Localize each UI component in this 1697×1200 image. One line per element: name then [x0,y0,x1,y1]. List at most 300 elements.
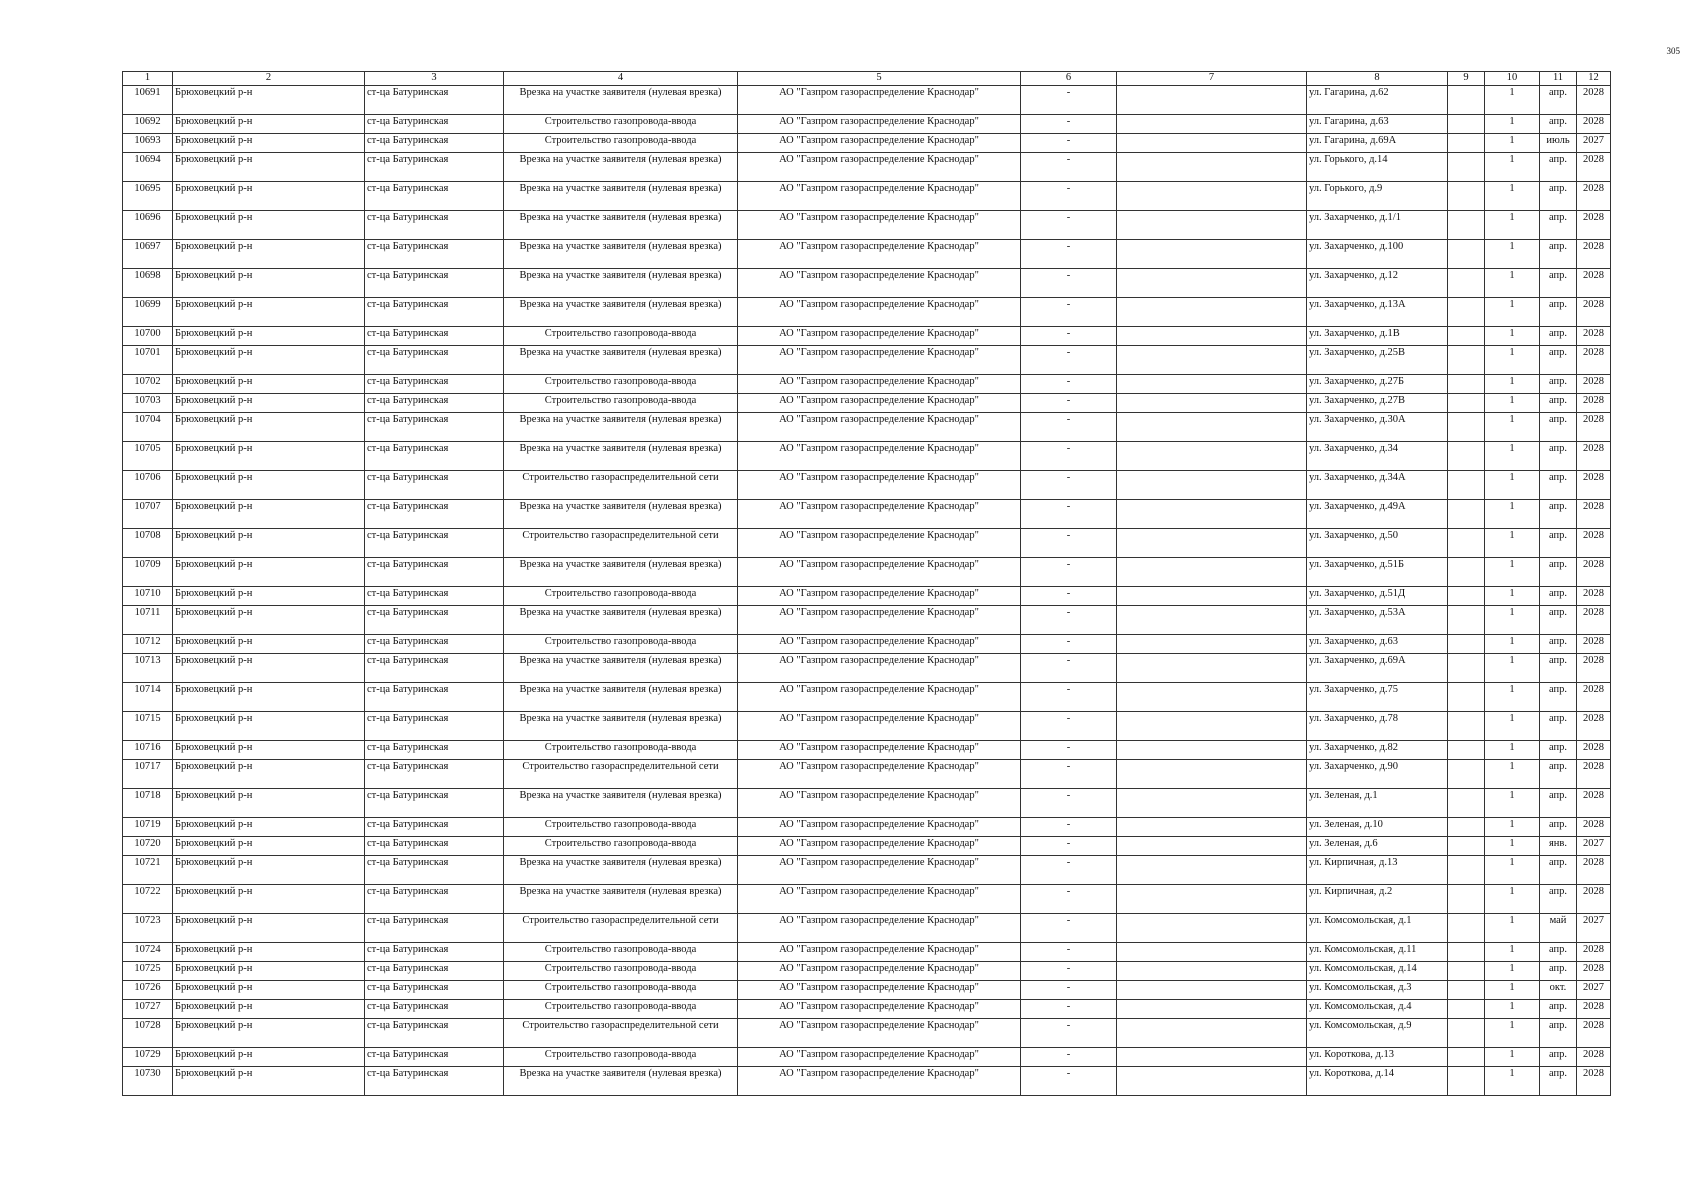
cell-year: 2028 [1577,346,1611,375]
table-row [123,558,1611,587]
cell-col6: - [1021,182,1117,211]
column-header-5: 5 [738,72,1021,86]
cell-year: 2028 [1577,760,1611,789]
cell-address: ул. Кирпичная, д.13 [1307,856,1448,885]
cell-organization: АО "Газпром газораспределение Краснодар" [738,182,1021,211]
cell-district: Брюховецкий р-н [173,413,365,442]
cell-work-type: Врезка на участке заявителя (нулевая врезка) [504,86,738,115]
cell-quantity: 1 [1485,741,1540,760]
cell-col9 [1448,327,1485,346]
cell-row-number: 10728 [123,1019,173,1048]
cell-col7 [1117,413,1307,442]
cell-settlement: ст-ца Батуринская [365,914,504,943]
cell-address: ул. Короткова, д.14 [1307,1067,1448,1096]
cell-col6: - [1021,1019,1117,1048]
cell-month: апр. [1540,683,1577,712]
cell-col7 [1117,1067,1307,1096]
table-row [123,529,1611,558]
cell-year: 2028 [1577,269,1611,298]
cell-month: апр. [1540,298,1577,327]
table-row [123,1019,1611,1048]
cell-col7 [1117,635,1307,654]
cell-district: Брюховецкий р-н [173,885,365,914]
cell-month: апр. [1540,1048,1577,1067]
cell-organization: АО "Газпром газораспределение Краснодар" [738,346,1021,375]
cell-quantity: 1 [1485,182,1540,211]
cell-settlement: ст-ца Батуринская [365,981,504,1000]
table-row [123,211,1611,240]
cell-col7 [1117,269,1307,298]
cell-quantity: 1 [1485,115,1540,134]
column-header-1: 1 [123,72,173,86]
cell-col7 [1117,818,1307,837]
cell-col6: - [1021,394,1117,413]
cell-organization: АО "Газпром газораспределение Краснодар" [738,943,1021,962]
cell-year: 2028 [1577,654,1611,683]
cell-row-number: 10703 [123,394,173,413]
cell-organization: АО "Газпром газораспределение Краснодар" [738,375,1021,394]
cell-year: 2028 [1577,1067,1611,1096]
cell-col9 [1448,981,1485,1000]
cell-district: Брюховецкий р-н [173,654,365,683]
column-header-11: 11 [1540,72,1577,86]
cell-col9 [1448,86,1485,115]
cell-quantity: 1 [1485,712,1540,741]
cell-month: апр. [1540,1067,1577,1096]
cell-row-number: 10718 [123,789,173,818]
cell-organization: АО "Газпром газораспределение Краснодар" [738,789,1021,818]
cell-settlement: ст-ца Батуринская [365,471,504,500]
table-row [123,86,1611,115]
cell-quantity: 1 [1485,1000,1540,1019]
cell-quantity: 1 [1485,240,1540,269]
cell-address: ул. Захарченко, д.50 [1307,529,1448,558]
cell-col9 [1448,837,1485,856]
cell-district: Брюховецкий р-н [173,606,365,635]
cell-address: ул. Горького, д.9 [1307,182,1448,211]
cell-month: апр. [1540,1019,1577,1048]
cell-quantity: 1 [1485,818,1540,837]
cell-organization: АО "Газпром газораспределение Краснодар" [738,1048,1021,1067]
cell-settlement: ст-ца Батуринская [365,587,504,606]
table-row [123,712,1611,741]
cell-year: 2028 [1577,635,1611,654]
cell-col9 [1448,346,1485,375]
table-row [123,298,1611,327]
cell-organization: АО "Газпром газораспределение Краснодар" [738,683,1021,712]
cell-district: Брюховецкий р-н [173,558,365,587]
cell-col7 [1117,856,1307,885]
cell-settlement: ст-ца Батуринская [365,962,504,981]
cell-district: Брюховецкий р-н [173,741,365,760]
cell-col9 [1448,529,1485,558]
cell-col7 [1117,943,1307,962]
cell-col7 [1117,712,1307,741]
cell-work-type: Строительство газопровода-ввода [504,818,738,837]
cell-address: ул. Захарченко, д.12 [1307,269,1448,298]
cell-work-type: Врезка на участке заявителя (нулевая врезка) [504,712,738,741]
cell-organization: АО "Газпром газораспределение Краснодар" [738,211,1021,240]
cell-district: Брюховецкий р-н [173,269,365,298]
cell-address: ул. Комсомольская, д.3 [1307,981,1448,1000]
cell-month: апр. [1540,587,1577,606]
cell-work-type: Врезка на участке заявителя (нулевая врезка) [504,298,738,327]
cell-work-type: Строительство газопровода-ввода [504,587,738,606]
cell-district: Брюховецкий р-н [173,211,365,240]
cell-row-number: 10695 [123,182,173,211]
cell-quantity: 1 [1485,394,1540,413]
cell-month: апр. [1540,962,1577,981]
cell-year: 2028 [1577,789,1611,818]
table-row [123,1067,1611,1096]
cell-row-number: 10698 [123,269,173,298]
cell-year: 2028 [1577,606,1611,635]
cell-work-type: Строительство газопровода-ввода [504,741,738,760]
cell-row-number: 10719 [123,818,173,837]
cell-settlement: ст-ца Батуринская [365,298,504,327]
cell-address: ул. Захарченко, д.49А [1307,500,1448,529]
cell-col9 [1448,654,1485,683]
cell-month: апр. [1540,471,1577,500]
table-row [123,346,1611,375]
cell-row-number: 10725 [123,962,173,981]
cell-district: Брюховецкий р-н [173,712,365,741]
cell-year: 2028 [1577,211,1611,240]
cell-col6: - [1021,962,1117,981]
cell-settlement: ст-ца Батуринская [365,606,504,635]
cell-settlement: ст-ца Батуринская [365,394,504,413]
cell-work-type: Врезка на участке заявителя (нулевая врезка) [504,413,738,442]
cell-col7 [1117,115,1307,134]
cell-settlement: ст-ца Батуринская [365,529,504,558]
cell-col7 [1117,587,1307,606]
register-table [122,71,1611,1096]
cell-col9 [1448,885,1485,914]
cell-col9 [1448,375,1485,394]
cell-settlement: ст-ца Батуринская [365,837,504,856]
cell-work-type: Строительство газораспределительной сети [504,760,738,789]
table-row [123,683,1611,712]
cell-col6: - [1021,837,1117,856]
cell-month: апр. [1540,558,1577,587]
cell-address: ул. Захарченко, д.30А [1307,413,1448,442]
cell-settlement: ст-ца Батуринская [365,134,504,153]
cell-district: Брюховецкий р-н [173,635,365,654]
cell-quantity: 1 [1485,837,1540,856]
cell-work-type: Строительство газопровода-ввода [504,943,738,962]
cell-organization: АО "Газпром газораспределение Краснодар" [738,818,1021,837]
cell-col6: - [1021,346,1117,375]
cell-quantity: 1 [1485,856,1540,885]
cell-district: Брюховецкий р-н [173,529,365,558]
cell-district: Брюховецкий р-н [173,153,365,182]
cell-district: Брюховецкий р-н [173,442,365,471]
table-row [123,914,1611,943]
cell-quantity: 1 [1485,558,1540,587]
cell-month: апр. [1540,712,1577,741]
cell-year: 2028 [1577,741,1611,760]
cell-work-type: Строительство газопровода-ввода [504,394,738,413]
cell-quantity: 1 [1485,981,1540,1000]
table-row [123,885,1611,914]
cell-col6: - [1021,789,1117,818]
cell-col7 [1117,471,1307,500]
cell-year: 2028 [1577,1000,1611,1019]
cell-month: апр. [1540,394,1577,413]
cell-col7 [1117,529,1307,558]
cell-year: 2028 [1577,327,1611,346]
cell-work-type: Врезка на участке заявителя (нулевая врезка) [504,442,738,471]
cell-address: ул. Захарченко, д.69А [1307,654,1448,683]
cell-address: ул. Горького, д.14 [1307,153,1448,182]
cell-year: 2028 [1577,182,1611,211]
cell-year: 2028 [1577,500,1611,529]
cell-col9 [1448,856,1485,885]
cell-row-number: 10714 [123,683,173,712]
cell-district: Брюховецкий р-н [173,587,365,606]
cell-settlement: ст-ца Батуринская [365,654,504,683]
cell-col6: - [1021,587,1117,606]
cell-col9 [1448,943,1485,962]
table-row [123,654,1611,683]
cell-work-type: Врезка на участке заявителя (нулевая врезка) [504,346,738,375]
cell-address: ул. Комсомольская, д.9 [1307,1019,1448,1048]
cell-quantity: 1 [1485,86,1540,115]
cell-col6: - [1021,375,1117,394]
cell-col9 [1448,818,1485,837]
cell-district: Брюховецкий р-н [173,1067,365,1096]
cell-month: апр. [1540,115,1577,134]
cell-col9 [1448,606,1485,635]
cell-year: 2028 [1577,1019,1611,1048]
cell-col6: - [1021,741,1117,760]
cell-settlement: ст-ца Батуринская [365,240,504,269]
cell-row-number: 10720 [123,837,173,856]
column-header-3: 3 [365,72,504,86]
cell-col7 [1117,86,1307,115]
table-row [123,606,1611,635]
cell-quantity: 1 [1485,1067,1540,1096]
cell-address: ул. Захарченко, д.51Д [1307,587,1448,606]
cell-address: ул. Захарченко, д.27Б [1307,375,1448,394]
cell-month: апр. [1540,760,1577,789]
cell-month: апр. [1540,153,1577,182]
cell-organization: АО "Газпром газораспределение Краснодар" [738,1000,1021,1019]
cell-col9 [1448,153,1485,182]
cell-district: Брюховецкий р-н [173,298,365,327]
cell-row-number: 10694 [123,153,173,182]
cell-row-number: 10726 [123,981,173,1000]
cell-year: 2027 [1577,837,1611,856]
cell-year: 2028 [1577,943,1611,962]
cell-col9 [1448,134,1485,153]
cell-month: апр. [1540,182,1577,211]
table-row [123,413,1611,442]
cell-year: 2028 [1577,587,1611,606]
table-row [123,240,1611,269]
cell-work-type: Врезка на участке заявителя (нулевая врезка) [504,885,738,914]
table-row [123,182,1611,211]
cell-col7 [1117,885,1307,914]
cell-address: ул. Захарченко, д.13А [1307,298,1448,327]
cell-col6: - [1021,635,1117,654]
cell-col7 [1117,375,1307,394]
cell-settlement: ст-ца Батуринская [365,760,504,789]
cell-settlement: ст-ца Батуринская [365,442,504,471]
cell-settlement: ст-ца Батуринская [365,375,504,394]
cell-year: 2027 [1577,134,1611,153]
cell-address: ул. Захарченко, д.34А [1307,471,1448,500]
cell-row-number: 10730 [123,1067,173,1096]
cell-month: янв. [1540,837,1577,856]
cell-col6: - [1021,818,1117,837]
cell-address: ул. Захарченко, д.1/1 [1307,211,1448,240]
cell-organization: АО "Газпром газораспределение Краснодар" [738,529,1021,558]
cell-district: Брюховецкий р-н [173,500,365,529]
cell-col6: - [1021,712,1117,741]
column-header-7: 7 [1117,72,1307,86]
cell-col7 [1117,837,1307,856]
cell-district: Брюховецкий р-н [173,837,365,856]
cell-work-type: Строительство газопровода-ввода [504,134,738,153]
cell-quantity: 1 [1485,635,1540,654]
cell-settlement: ст-ца Батуринская [365,789,504,818]
table-row [123,981,1611,1000]
cell-organization: АО "Газпром газораспределение Краснодар" [738,654,1021,683]
cell-month: апр. [1540,943,1577,962]
cell-organization: АО "Газпром газораспределение Краснодар" [738,298,1021,327]
cell-quantity: 1 [1485,943,1540,962]
cell-col7 [1117,442,1307,471]
cell-col7 [1117,153,1307,182]
cell-row-number: 10696 [123,211,173,240]
cell-district: Брюховецкий р-н [173,760,365,789]
cell-month: апр. [1540,240,1577,269]
cell-settlement: ст-ца Батуринская [365,182,504,211]
cell-year: 2028 [1577,394,1611,413]
cell-address: ул. Захарченко, д.27В [1307,394,1448,413]
cell-col9 [1448,413,1485,442]
cell-row-number: 10701 [123,346,173,375]
cell-col9 [1448,789,1485,818]
cell-organization: АО "Газпром газораспределение Краснодар" [738,500,1021,529]
table-row [123,1000,1611,1019]
cell-col6: - [1021,606,1117,635]
cell-work-type: Врезка на участке заявителя (нулевая врезка) [504,789,738,818]
cell-col7 [1117,914,1307,943]
cell-year: 2028 [1577,712,1611,741]
cell-settlement: ст-ца Батуринская [365,1067,504,1096]
cell-month: апр. [1540,654,1577,683]
cell-quantity: 1 [1485,654,1540,683]
cell-col9 [1448,558,1485,587]
cell-district: Брюховецкий р-н [173,1019,365,1048]
column-header-2: 2 [173,72,365,86]
cell-work-type: Врезка на участке заявителя (нулевая врезка) [504,683,738,712]
cell-organization: АО "Газпром газораспределение Краснодар" [738,115,1021,134]
cell-col7 [1117,558,1307,587]
cell-district: Брюховецкий р-н [173,856,365,885]
cell-month: апр. [1540,86,1577,115]
cell-col6: - [1021,1000,1117,1019]
cell-address: ул. Захарченко, д.90 [1307,760,1448,789]
cell-organization: АО "Газпром газораспределение Краснодар" [738,837,1021,856]
cell-settlement: ст-ца Батуринская [365,818,504,837]
cell-district: Брюховецкий р-н [173,86,365,115]
cell-organization: АО "Газпром газораспределение Краснодар" [738,471,1021,500]
cell-address: ул. Зеленая, д.10 [1307,818,1448,837]
cell-settlement: ст-ца Батуринская [365,885,504,914]
cell-col9 [1448,269,1485,298]
cell-work-type: Врезка на участке заявителя (нулевая врезка) [504,240,738,269]
cell-year: 2028 [1577,885,1611,914]
cell-year: 2028 [1577,298,1611,327]
cell-quantity: 1 [1485,962,1540,981]
cell-organization: АО "Газпром газораспределение Краснодар" [738,914,1021,943]
cell-col9 [1448,683,1485,712]
table-row [123,394,1611,413]
cell-col9 [1448,211,1485,240]
cell-organization: АО "Газпром газораспределение Краснодар" [738,394,1021,413]
cell-work-type: Врезка на участке заявителя (нулевая врезка) [504,182,738,211]
cell-col9 [1448,471,1485,500]
cell-col9 [1448,240,1485,269]
cell-work-type: Строительство газопровода-ввода [504,837,738,856]
cell-organization: АО "Газпром газораспределение Краснодар" [738,885,1021,914]
table-row [123,115,1611,134]
cell-col6: - [1021,943,1117,962]
cell-row-number: 10727 [123,1000,173,1019]
cell-year: 2027 [1577,914,1611,943]
cell-col6: - [1021,134,1117,153]
cell-address: ул. Комсомольская, д.14 [1307,962,1448,981]
column-header-12: 12 [1577,72,1611,86]
cell-col7 [1117,1048,1307,1067]
cell-settlement: ст-ца Батуринская [365,115,504,134]
cell-settlement: ст-ца Батуринская [365,1000,504,1019]
cell-quantity: 1 [1485,134,1540,153]
cell-row-number: 10711 [123,606,173,635]
cell-address: ул. Комсомольская, д.1 [1307,914,1448,943]
cell-quantity: 1 [1485,500,1540,529]
cell-organization: АО "Газпром газораспределение Краснодар" [738,587,1021,606]
cell-quantity: 1 [1485,346,1540,375]
cell-settlement: ст-ца Батуринская [365,856,504,885]
cell-col9 [1448,914,1485,943]
cell-work-type: Врезка на участке заявителя (нулевая врезка) [504,856,738,885]
cell-row-number: 10691 [123,86,173,115]
table-row [123,856,1611,885]
cell-organization: АО "Газпром газораспределение Краснодар" [738,712,1021,741]
cell-quantity: 1 [1485,442,1540,471]
cell-organization: АО "Газпром газораспределение Краснодар" [738,327,1021,346]
cell-month: апр. [1540,635,1577,654]
cell-col7 [1117,683,1307,712]
cell-work-type: Строительство газораспределительной сети [504,1019,738,1048]
cell-organization: АО "Газпром газораспределение Краснодар" [738,981,1021,1000]
cell-row-number: 10697 [123,240,173,269]
cell-district: Брюховецкий р-н [173,943,365,962]
cell-col6: - [1021,654,1117,683]
cell-month: апр. [1540,1000,1577,1019]
cell-quantity: 1 [1485,153,1540,182]
cell-month: апр. [1540,375,1577,394]
cell-organization: АО "Газпром газораспределение Краснодар" [738,240,1021,269]
cell-settlement: ст-ца Батуринская [365,741,504,760]
cell-col9 [1448,635,1485,654]
cell-quantity: 1 [1485,471,1540,500]
cell-col9 [1448,1000,1485,1019]
